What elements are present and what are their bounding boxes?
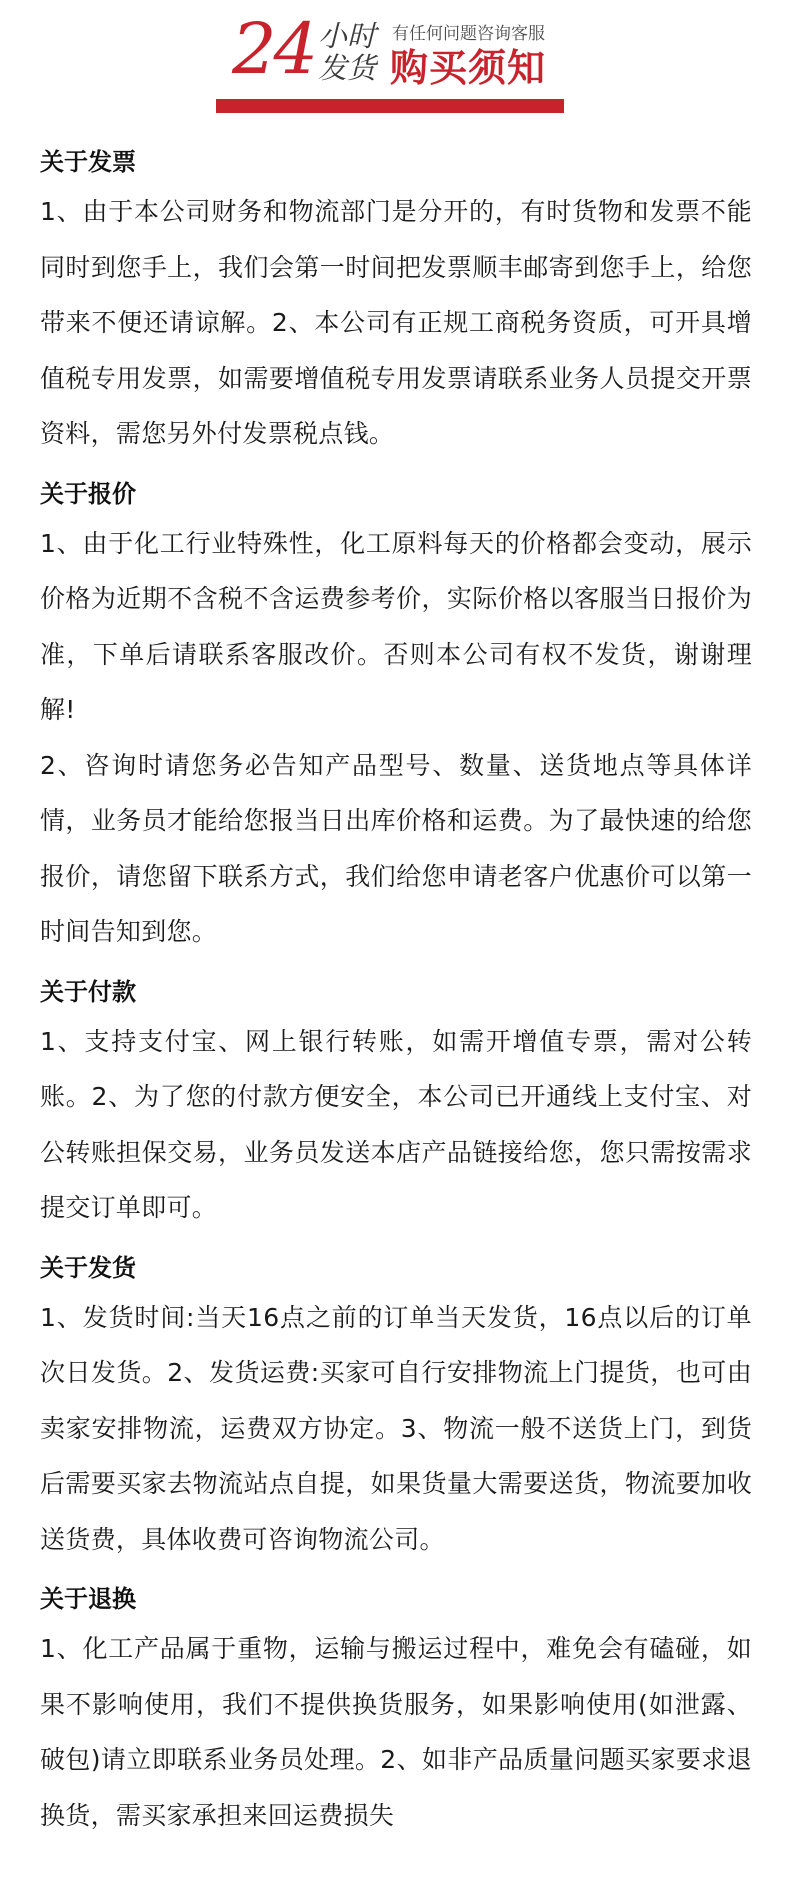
- section-title: 关于退换: [40, 1585, 136, 1613]
- section-paragraph: 1、发货时间:当天16点之前的订单当天发货，16点以后的订单次日发货。2、发货运费:买家可自行安排物流上门提货，也可由卖家安排物流，运费双方协定。3、物流一般不送货上门，到货后需要买家去物流站点自提，如果货量大需要送货，物流要加收送货费，具体收费可咨询物流公司。: [40, 1302, 752, 1554]
- title-underline-bar: [216, 99, 564, 113]
- hours-caption: [318, 20, 390, 84]
- section-title: 关于报价: [40, 479, 136, 508]
- section-title: 关于发货: [40, 1253, 136, 1282]
- section-paragraph: 1、由于化工行业特殊性，化工原料每天的价格都会变动，展示价格为近期不含税不含运费参考价，实际价格以客服当日报价为准，下单后请联系客服改价。否则本公司有权不发货，谢谢理解!: [40, 528, 752, 724]
- notice-content: [40, 140, 752, 1843]
- header-banner: [0, 0, 790, 118]
- section-quotation: [40, 472, 752, 960]
- hours-number: 24: [232, 8, 316, 90]
- section-paragraph: 1、由于本公司财务和物流部门是分开的，有时货物和发票不能同时到您手上，我们会第一时间把发票顺丰邮寄到您手上，给您带来不便还请谅解。2、本公司有正规工商税务资质，可开具增值税专用发票，如需要增值税专用发票请联系业务人员提交开票资料，需您另外付发票税点钱。: [40, 197, 752, 448]
- section-paragraph: 2、咨询时请您务必告知产品型号、数量、送货地点等具体详情，业务员才能给您报当日出库价格和运费。为了最快速的给您报价，请您留下联系方式，我们给您申请老客户优惠价可以第一时间告知到您。: [40, 750, 752, 946]
- section-title: 关于付款: [40, 977, 136, 1006]
- section-returns: [40, 1577, 752, 1843]
- hours-caption-line1: 小时: [318, 19, 377, 53]
- section-invoice: [40, 140, 752, 462]
- section-payment: [40, 970, 752, 1236]
- section-paragraph: 1、支持支付宝、网上银行转账，如需开增值专票，需对公转账。2、为了您的付款方便安全，本公司已开通线上支付宝、对公转账担保交易，业务员发送本店产品链接给您，您只需按需求提交订单即可。: [40, 1026, 752, 1222]
- section-title: 关于发票: [40, 148, 136, 176]
- hours-caption-line2: 发货: [318, 51, 377, 85]
- page-title: 购买须知: [390, 46, 547, 90]
- customer-service-note: 有任何问题咨询客服: [392, 24, 545, 44]
- section-paragraph: 1、化工产品属于重物，运输与搬运过程中，难免会有磕碰，如果不影响使用，我们不提供换货服务，如果影响使用(如泄露、破包)请立即联系业务员处理。2、如非产品质量问题买家要求退换货，需买家承担来回运费损失: [40, 1634, 752, 1830]
- section-shipping: [40, 1246, 752, 1568]
